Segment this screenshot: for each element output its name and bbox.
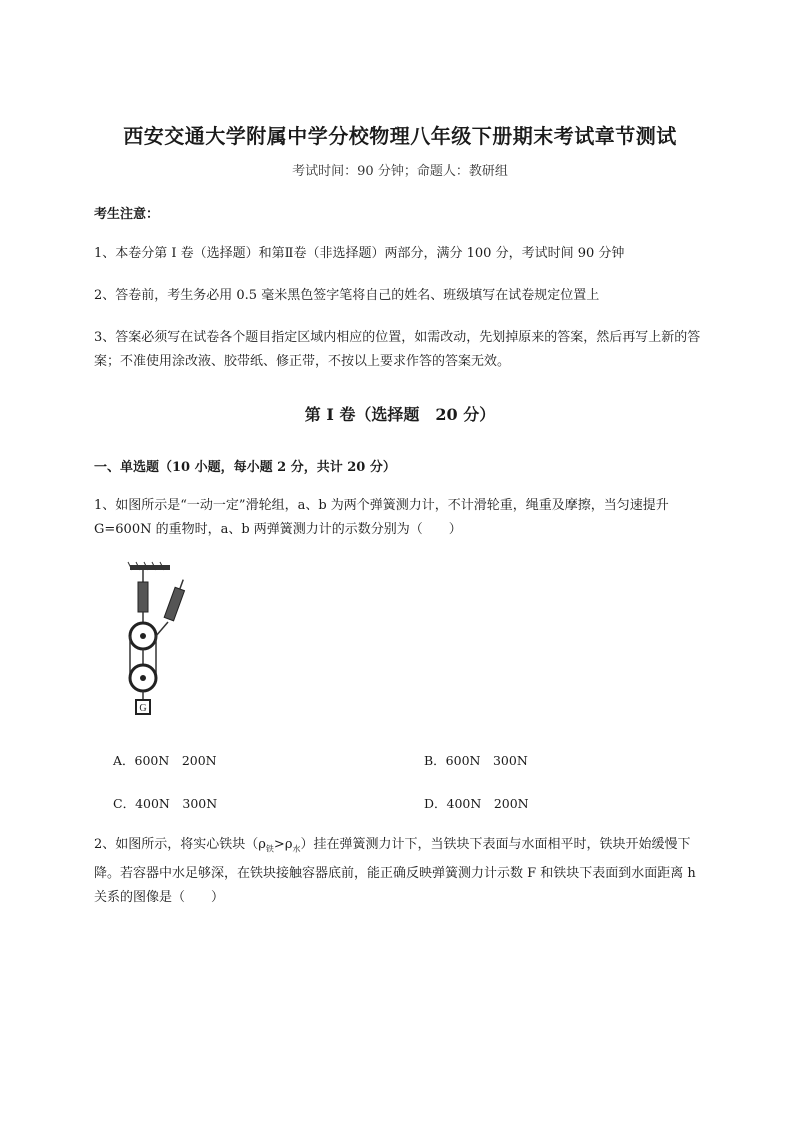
notice-heading: 考生注意： [94,207,160,222]
section-title: 第 I 卷（选择题 20 分） [304,405,496,424]
page-title: 西安交通大学附属中学分校物理八年级下册期末考试章节测试 [123,124,677,148]
q1-option-b[interactable]: B．600N 300N [424,753,528,768]
pulley-figure [110,560,205,725]
q2-text-1: 2、如图所示，将实心铁块（ρ [94,837,266,852]
q1-option-c[interactable]: C．400N 300N [113,796,218,811]
weight-label: G [139,703,147,714]
notice-item-1: 1、本卷分第 I 卷（选择题）和第Ⅱ卷（非选择题）两部分，满分 100 分，考试时间 90 分钟 [94,246,625,261]
q2-sub-iron: 铁 [265,844,274,854]
spring-scale-b [164,578,188,621]
q1-option-d[interactable]: D．400N 200N [424,796,529,811]
q2-sub-water: 水 [292,844,301,854]
spring-scale-a [138,582,148,612]
q2-text-2: >ρ [273,837,293,852]
page-subtitle: 考试时间：90 分钟；命题人：教研组 [292,164,508,179]
question-1-text: 1、如图所示是“一动一定”滑轮组，a、b 为两个弹簧测力计，不计滑轮重，绳重及摩擦，当匀速提升 G=600N 的重物时，a、b 两弹簧测力计的示数分别为（ ） [94,498,669,537]
q2-text-3: ）挂在弹簧测力计下，当铁块下表面与水面相平时，铁块开始缓慢下降。若容器中水足够深，在铁块接触容器底前，能正确反映弹簧测力计示数 F 和铁块下表面到水面距离 h 关系的图像是（ ） [94,837,696,905]
part-heading: 一、单选题（10 小题，每小题 2 分，共计 20 分） [94,460,396,475]
q1-option-a[interactable]: A．600N 200N [113,753,217,768]
question-2-text [94,833,712,910]
notice-item-2: 2、答卷前，考生务必用 0.5 毫米黑色签字笔将自己的姓名、班级填写在试卷规定位置上 [94,288,600,303]
notice-item-3: 3、答案必须写在试卷各个题目指定区域内相应的位置，如需改动，先划掉原来的答案，然后再写上新的答案；不准使用涂改液、胶带纸、修正带，不按以上要求作答的答案无效。 [94,330,701,369]
